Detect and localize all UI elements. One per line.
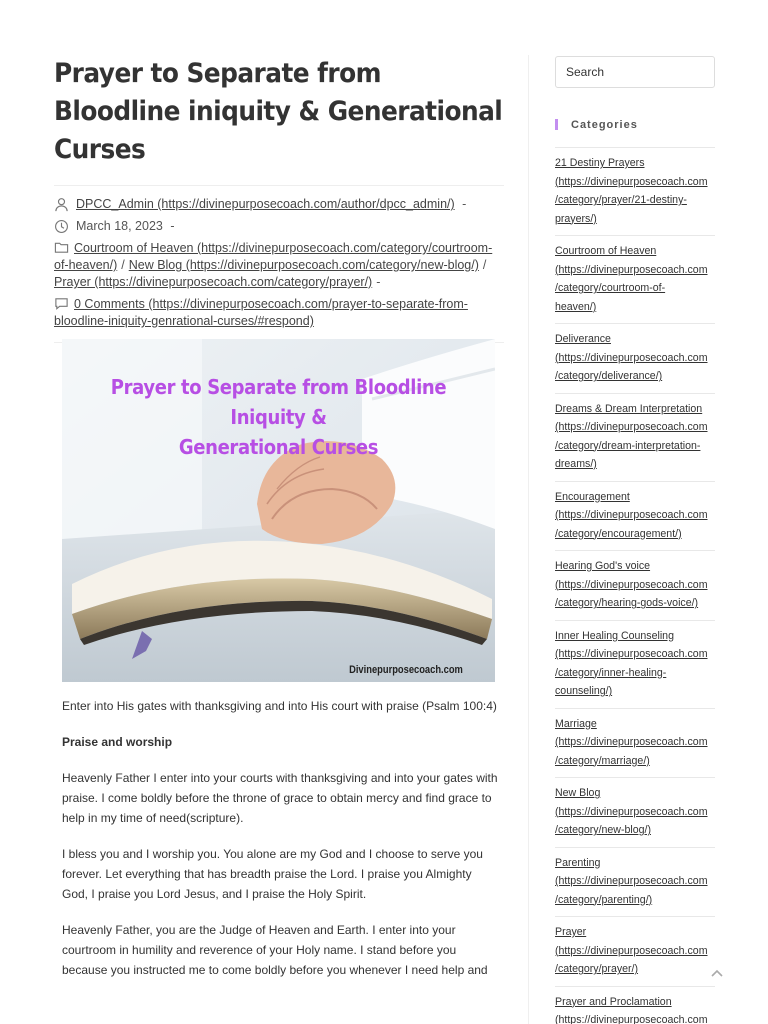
category-link[interactable]: [555, 784, 715, 840]
category-link-text: Deliverance: [555, 333, 611, 345]
category-link-text: (https://divinepurposecoach.com: [555, 875, 708, 887]
folder-icon: [54, 240, 69, 255]
category-link-prayer[interactable]: Prayer (https://divinepurposecoach.com/category/prayer/): [54, 275, 373, 289]
category-link-text: /category/prayer/): [555, 963, 639, 975]
category-link-text: /category/prayer/21-destiny-: [555, 194, 687, 206]
category-link-text: (https://divinepurposecoach.com: [555, 509, 708, 521]
title-divider: [54, 185, 504, 186]
category-link-text: /category/courtroom-of-: [555, 282, 666, 294]
category-link[interactable]: [555, 627, 715, 701]
category-link-text: (https://divinepurposecoach.com: [555, 263, 708, 276]
category-link[interactable]: [555, 154, 715, 228]
category-link-text: (https://divinepurposecoach.com: [555, 175, 708, 188]
post-main: [54, 55, 504, 343]
category-link-text: Dreams & Dream Interpretation: [555, 402, 703, 415]
category-item: [555, 148, 715, 236]
category-link-text: (https://divinepurposecoach.com: [555, 351, 708, 364]
category-link-text: (https://divinepurposecoach.com: [555, 578, 708, 591]
category-link-text: /category/hearing-gods-voice/): [555, 597, 699, 609]
meta-separator: -: [170, 219, 175, 233]
category-link-text: (https://divinepurposecoach.com: [555, 421, 708, 433]
category-link-text: 21 Destiny Prayers: [555, 157, 645, 169]
post-title: Prayer to Separate from Bloodline iniquity & Generational Curses: [54, 58, 503, 165]
category-link-text: (https://divinepurposecoach.com: [555, 1014, 708, 1024]
category-link-text: (https://divinepurposecoach.com: [555, 805, 708, 818]
meta-comments: [54, 296, 504, 330]
category-item: [555, 987, 715, 1024]
category-item: [555, 848, 715, 918]
category-link-text: /category/marriage/): [555, 754, 650, 767]
category-item: [555, 324, 715, 394]
category-item: [555, 482, 715, 552]
meta-categories: Courtroom of Heaven (https://divinepurposecoach.com/category/courtroom- of-heaven/) / New Blog (https://divinepurposecoach.com/category/new-blog/) / Prayer (https://divinepurposecoach.com/category/prayer/) -: [54, 241, 493, 289]
categories-list: [555, 147, 715, 1024]
post-date: March 18, 2023: [76, 219, 163, 233]
category-item: [555, 709, 715, 779]
category-link-text: /category/encouragement/): [555, 527, 682, 540]
content-subheading: Praise and worship: [62, 735, 173, 749]
category-link-text: Parenting: [555, 856, 601, 869]
author-link[interactable]: DPCC_Admin (https://divinepurposecoach.com/author/dpcc_admin/): [76, 197, 455, 211]
category-item: [555, 394, 715, 482]
category-link-courtroom[interactable]: Courtroom of Heaven (https://divinepurposecoach.com/category/courtroom- of-heaven/): [54, 241, 493, 272]
content-paragraph: I bless you and I worship you. You alone are my God and I choose to serve you forever. Let everything that has breadth praise the Lord. I praise you Almighty God, I praise you Lord Jesus, and I praise the Holy Spirit.: [62, 847, 483, 901]
category-link-text: heaven/): [555, 300, 597, 313]
category-link-text: (https://divinepurposecoach.com: [555, 648, 708, 660]
category-link-text: Encouragement: [555, 490, 630, 503]
category-link-text: /category/deliverance/): [555, 370, 663, 382]
category-link-text: Courtroom of Heaven: [555, 245, 657, 257]
category-link-text: /category/new-blog/): [555, 824, 651, 836]
meta-date: [54, 218, 504, 235]
comment-icon: [54, 296, 69, 311]
category-link-new-blog[interactable]: New Blog (https://divinepurposecoach.com/category/new-blog/): [128, 258, 479, 272]
meta-author: [54, 196, 504, 213]
search-input[interactable]: [555, 56, 715, 88]
content-paragraph: Heavenly Father, you are the Judge of Heaven and Earth. I enter into your courtroom in humility and reverence of your Holy name. I stand before you because you instructed me to come boldly before you whenever I need help and: [62, 923, 488, 977]
scroll-to-top-icon[interactable]: [709, 965, 725, 981]
category-link[interactable]: [555, 488, 715, 544]
category-link-text: (https://divinepurposecoach.com: [555, 944, 708, 957]
comments-link[interactable]: 0 Comments (https://divinepurposecoach.com/prayer-to-separate-from- bloodline-iniquity-genrational-curses/#respond): [54, 297, 468, 328]
sidebar: [555, 56, 715, 1024]
meta-separator: -: [462, 197, 467, 211]
category-link[interactable]: [555, 400, 715, 474]
category-item: [555, 551, 715, 621]
category-link[interactable]: [555, 242, 715, 316]
category-item: [555, 621, 715, 709]
category-link-text: Hearing God's voice: [555, 560, 651, 572]
category-item: [555, 917, 715, 987]
category-link-text: (https://divinepurposecoach.com: [555, 736, 708, 748]
category-link[interactable]: [555, 330, 715, 386]
category-link-text: /category/parenting/): [555, 893, 653, 906]
category-link-text: Prayer: [555, 926, 587, 938]
categories-title: Categories: [555, 117, 715, 133]
category-link-text: prayers/): [555, 212, 597, 225]
sidebar-divider: [528, 55, 529, 1024]
category-link-text: dreams/): [555, 458, 597, 470]
category-link[interactable]: [555, 557, 715, 613]
clock-icon: [54, 219, 69, 234]
category-item: [555, 236, 715, 324]
category-link-text: Inner Healing Counseling: [555, 629, 674, 642]
category-link-text: counseling/): [555, 685, 613, 697]
category-link[interactable]: [555, 923, 715, 979]
featured-image-caption: Divinepurposecoach.com: [349, 664, 463, 676]
category-link-text: Prayer and Proclamation: [555, 995, 672, 1008]
user-icon: [54, 197, 69, 212]
category-item: [555, 778, 715, 848]
post-content: [62, 696, 498, 996]
category-link-text: Marriage: [555, 717, 597, 730]
content-paragraph: Enter into His gates with thanksgiving and into His court with praise (Psalm 100:4): [62, 699, 497, 713]
featured-image: [62, 339, 495, 682]
category-link[interactable]: [555, 854, 715, 910]
post-meta: [54, 196, 504, 330]
category-link-text: /category/dream-interpretation-: [555, 439, 701, 452]
category-link-text: New Blog: [555, 787, 601, 799]
category-link[interactable]: [555, 993, 715, 1024]
featured-image-heading: Prayer to Separate from Bloodline Iniquity & Generational Curses: [110, 375, 447, 459]
content-paragraph: Heavenly Father I enter into your courts with thanksgiving and into your gates with praise. I come boldly before the throne of grace to obtain mercy and find grace to help in my time of need(scripture).: [62, 771, 498, 825]
category-link-text: /category/inner-healing-: [555, 666, 667, 679]
category-link[interactable]: [555, 715, 715, 771]
